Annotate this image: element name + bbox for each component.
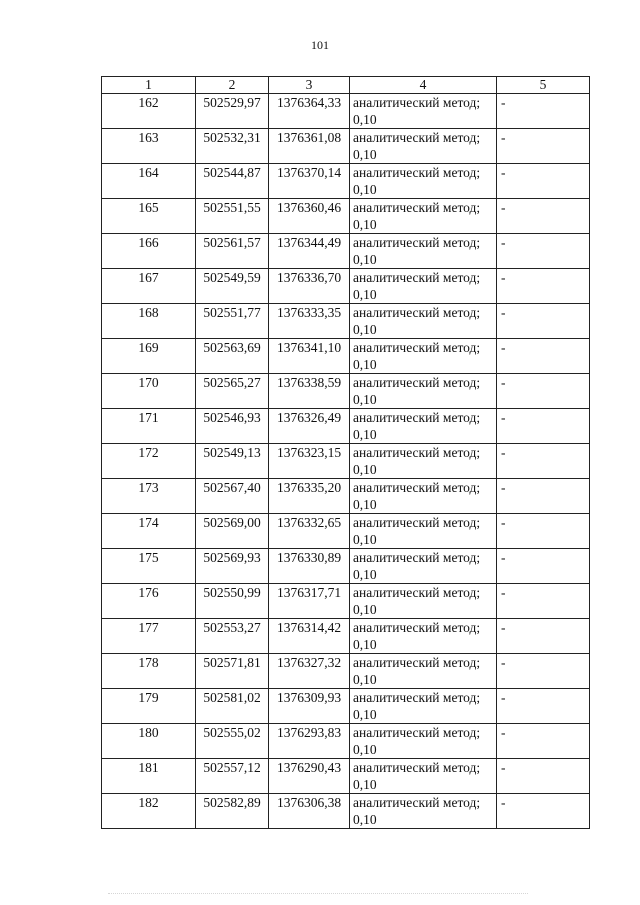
note-cell: - [497,759,590,794]
table-body [102,94,590,829]
note-cell: - [497,654,590,689]
point-number-cell: 182 [102,794,196,829]
x-coordinate-cell: 502581,02 [196,689,269,724]
x-coordinate-cell: 502549,13 [196,444,269,479]
method-accuracy-cell: аналитический метод; 0,10 [350,409,497,444]
method-accuracy-cell: аналитический метод; 0,10 [350,759,497,794]
point-number-cell: 171 [102,409,196,444]
x-coordinate-cell: 502569,00 [196,514,269,549]
x-coordinate-cell: 502555,02 [196,724,269,759]
x-coordinate-cell: 502529,97 [196,94,269,129]
coordinates-table [101,76,590,829]
y-coordinate-cell: 1376290,43 [269,759,350,794]
x-coordinate-cell: 502546,93 [196,409,269,444]
note-cell: - [497,304,590,339]
x-coordinate-cell: 502553,27 [196,619,269,654]
method-accuracy-cell: аналитический метод; 0,10 [350,304,497,339]
header-col-1: 1 [102,77,196,94]
note-cell: - [497,549,590,584]
point-number-cell: 174 [102,514,196,549]
x-coordinate-cell: 502544,87 [196,164,269,199]
point-number-cell: 181 [102,759,196,794]
x-coordinate-cell: 502551,77 [196,304,269,339]
table-row [102,269,590,304]
table-row [102,94,590,129]
point-number-cell: 176 [102,584,196,619]
table-row [102,724,590,759]
point-number-cell: 170 [102,374,196,409]
method-accuracy-cell: аналитический метод; 0,10 [350,584,497,619]
x-coordinate-cell: 502532,31 [196,129,269,164]
point-number-cell: 173 [102,479,196,514]
x-coordinate-cell: 502571,81 [196,654,269,689]
method-accuracy-cell: аналитический метод; 0,10 [350,129,497,164]
point-number-cell: 163 [102,129,196,164]
header-col-4: 4 [350,77,497,94]
point-number-cell: 167 [102,269,196,304]
y-coordinate-cell: 1376361,08 [269,129,350,164]
table-row [102,374,590,409]
table-row [102,794,590,829]
y-coordinate-cell: 1376335,20 [269,479,350,514]
y-coordinate-cell: 1376370,14 [269,164,350,199]
method-accuracy-cell: аналитический метод; 0,10 [350,479,497,514]
y-coordinate-cell: 1376327,32 [269,654,350,689]
method-accuracy-cell: аналитический метод; 0,10 [350,654,497,689]
method-accuracy-cell: аналитический метод; 0,10 [350,234,497,269]
point-number-cell: 179 [102,689,196,724]
point-number-cell: 162 [102,94,196,129]
method-accuracy-cell: аналитический метод; 0,10 [350,794,497,829]
note-cell: - [497,374,590,409]
table-row [102,689,590,724]
note-cell: - [497,164,590,199]
table-row [102,129,590,164]
method-accuracy-cell: аналитический метод; 0,10 [350,164,497,199]
y-coordinate-cell: 1376338,59 [269,374,350,409]
x-coordinate-cell: 502563,69 [196,339,269,374]
note-cell: - [497,339,590,374]
x-coordinate-cell: 502551,55 [196,199,269,234]
point-number-cell: 177 [102,619,196,654]
table-row [102,514,590,549]
table-row [102,479,590,514]
y-coordinate-cell: 1376336,70 [269,269,350,304]
method-accuracy-cell: аналитический метод; 0,10 [350,339,497,374]
point-number-cell: 166 [102,234,196,269]
x-coordinate-cell: 502582,89 [196,794,269,829]
note-cell: - [497,129,590,164]
table-row [102,164,590,199]
table-row [102,304,590,339]
table-row [102,409,590,444]
y-coordinate-cell: 1376333,35 [269,304,350,339]
header-col-5: 5 [497,77,590,94]
scan-artifact-line [108,893,528,898]
point-number-cell: 165 [102,199,196,234]
table-row [102,759,590,794]
y-coordinate-cell: 1376344,49 [269,234,350,269]
method-accuracy-cell: аналитический метод; 0,10 [350,374,497,409]
note-cell: - [497,234,590,269]
note-cell: - [497,199,590,234]
y-coordinate-cell: 1376360,46 [269,199,350,234]
page-number: 101 [311,38,329,52]
method-accuracy-cell: аналитический метод; 0,10 [350,199,497,234]
y-coordinate-cell: 1376306,38 [269,794,350,829]
point-number-cell: 172 [102,444,196,479]
x-coordinate-cell: 502550,99 [196,584,269,619]
x-coordinate-cell: 502557,12 [196,759,269,794]
x-coordinate-cell: 502561,57 [196,234,269,269]
method-accuracy-cell: аналитический метод; 0,10 [350,689,497,724]
table-header-row [102,77,590,94]
note-cell: - [497,269,590,304]
point-number-cell: 164 [102,164,196,199]
table-row [102,549,590,584]
y-coordinate-cell: 1376293,83 [269,724,350,759]
note-cell: - [497,724,590,759]
point-number-cell: 169 [102,339,196,374]
method-accuracy-cell: аналитический метод; 0,10 [350,724,497,759]
note-cell: - [497,94,590,129]
method-accuracy-cell: аналитический метод; 0,10 [350,94,497,129]
table-row [102,199,590,234]
point-number-cell: 178 [102,654,196,689]
point-number-cell: 175 [102,549,196,584]
y-coordinate-cell: 1376341,10 [269,339,350,374]
y-coordinate-cell: 1376314,42 [269,619,350,654]
y-coordinate-cell: 1376323,15 [269,444,350,479]
note-cell: - [497,689,590,724]
table-row [102,444,590,479]
table-row [102,234,590,269]
header-col-2: 2 [196,77,269,94]
y-coordinate-cell: 1376326,49 [269,409,350,444]
table-row [102,339,590,374]
y-coordinate-cell: 1376317,71 [269,584,350,619]
header-col-3: 3 [269,77,350,94]
x-coordinate-cell: 502567,40 [196,479,269,514]
point-number-cell: 168 [102,304,196,339]
note-cell: - [497,794,590,829]
note-cell: - [497,514,590,549]
x-coordinate-cell: 502565,27 [196,374,269,409]
note-cell: - [497,409,590,444]
y-coordinate-cell: 1376330,89 [269,549,350,584]
note-cell: - [497,584,590,619]
point-number-cell: 180 [102,724,196,759]
note-cell: - [497,444,590,479]
y-coordinate-cell: 1376364,33 [269,94,350,129]
note-cell: - [497,479,590,514]
method-accuracy-cell: аналитический метод; 0,10 [350,619,497,654]
y-coordinate-cell: 1376332,65 [269,514,350,549]
method-accuracy-cell: аналитический метод; 0,10 [350,269,497,304]
x-coordinate-cell: 502549,59 [196,269,269,304]
x-coordinate-cell: 502569,93 [196,549,269,584]
note-cell: - [497,619,590,654]
table-row [102,584,590,619]
table-row [102,619,590,654]
method-accuracy-cell: аналитический метод; 0,10 [350,444,497,479]
method-accuracy-cell: аналитический метод; 0,10 [350,549,497,584]
method-accuracy-cell: аналитический метод; 0,10 [350,514,497,549]
table-row [102,654,590,689]
y-coordinate-cell: 1376309,93 [269,689,350,724]
